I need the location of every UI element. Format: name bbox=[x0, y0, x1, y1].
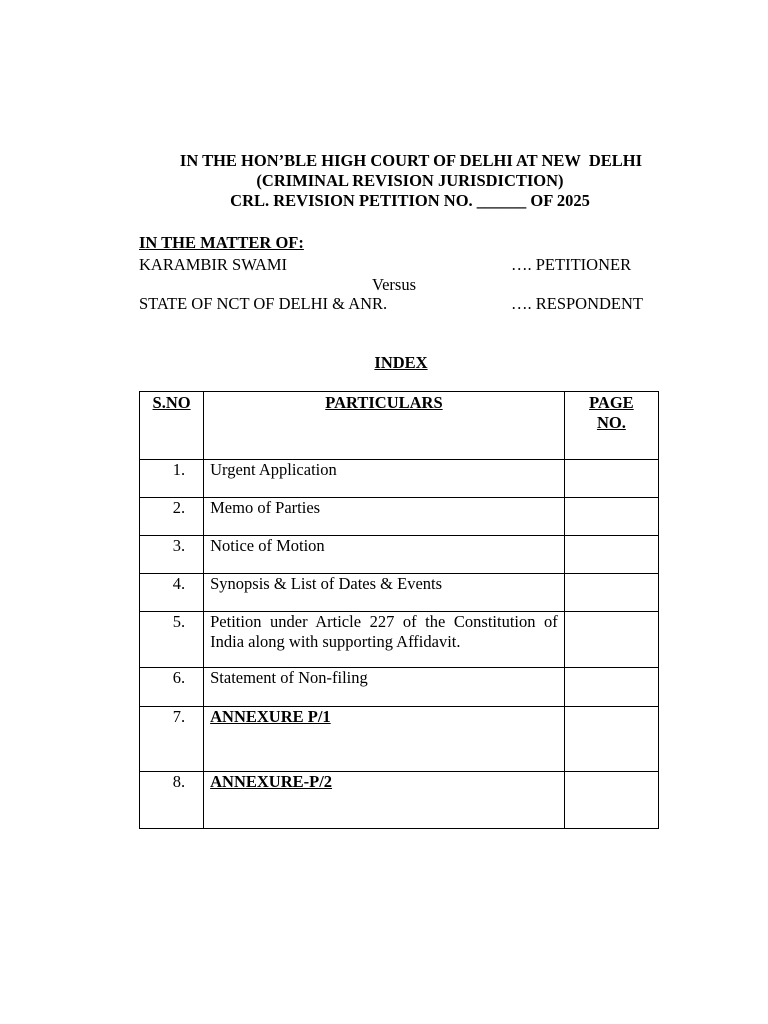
row-particulars: Urgent Application bbox=[204, 460, 565, 498]
table-row bbox=[140, 536, 659, 574]
table-row bbox=[140, 772, 659, 829]
table-row bbox=[140, 612, 659, 668]
row-page-no bbox=[564, 498, 658, 536]
index-title: INDEX bbox=[374, 353, 428, 372]
row-sno: 2. bbox=[140, 498, 204, 536]
row-particulars: Petition under Article 227 of the Constitution of India along with supporting Affidavit. bbox=[204, 612, 565, 668]
row-page-no bbox=[564, 707, 658, 772]
jurisdiction-heading: (CRIMINAL REVISION JURISDICTION) bbox=[256, 171, 564, 190]
petitioner-name: KARAMBIR SWAMI bbox=[139, 255, 288, 274]
row-particulars-annexure: ANNEXURE-P/2 bbox=[204, 772, 565, 829]
row-page-no bbox=[564, 612, 658, 668]
petitioner-role: …. PETITIONER bbox=[511, 255, 632, 274]
table-row bbox=[140, 574, 659, 612]
row-sno: 6. bbox=[140, 668, 204, 707]
versus-label: Versus bbox=[372, 275, 416, 294]
row-particulars-annexure: ANNEXURE P/1 bbox=[204, 707, 565, 772]
row-sno: 8. bbox=[140, 772, 204, 829]
row-page-no bbox=[564, 460, 658, 498]
row-particulars: Synopsis & List of Dates & Events bbox=[204, 574, 565, 612]
row-page-no bbox=[564, 574, 658, 612]
column-header-particulars: PARTICULARS bbox=[204, 392, 565, 460]
table-row bbox=[140, 707, 659, 772]
index-table bbox=[139, 391, 659, 829]
table-header-row bbox=[140, 392, 659, 460]
respondent-name: STATE OF NCT OF DELHI & ANR. bbox=[139, 294, 388, 313]
row-page-no bbox=[564, 536, 658, 574]
in-the-matter-of-heading: IN THE MATTER OF: bbox=[139, 233, 304, 252]
row-page-no bbox=[564, 772, 658, 829]
row-sno: 7. bbox=[140, 707, 204, 772]
row-particulars: Memo of Parties bbox=[204, 498, 565, 536]
petition-number-heading: CRL. REVISION PETITION NO. ______ OF 2025 bbox=[230, 191, 590, 210]
row-sno: 4. bbox=[140, 574, 204, 612]
row-particulars: Notice of Motion bbox=[204, 536, 565, 574]
row-sno: 5. bbox=[140, 612, 204, 668]
row-particulars: Statement of Non-filing bbox=[204, 668, 565, 707]
column-header-page-line1: PAGE bbox=[589, 393, 634, 412]
column-header-sno: S.NO bbox=[140, 392, 204, 460]
court-name-heading: IN THE HON’BLE HIGH COURT OF DELHI AT NEW DELHI bbox=[179, 151, 643, 170]
table-row bbox=[140, 460, 659, 498]
column-header-page-line2: NO. bbox=[596, 413, 626, 432]
table-row bbox=[140, 668, 659, 707]
row-sno: 1. bbox=[140, 460, 204, 498]
row-sno: 3. bbox=[140, 536, 204, 574]
row-page-no bbox=[564, 668, 658, 707]
table-row bbox=[140, 498, 659, 536]
respondent-role: …. RESPONDENT bbox=[511, 294, 644, 313]
column-header-page-no bbox=[564, 392, 658, 460]
